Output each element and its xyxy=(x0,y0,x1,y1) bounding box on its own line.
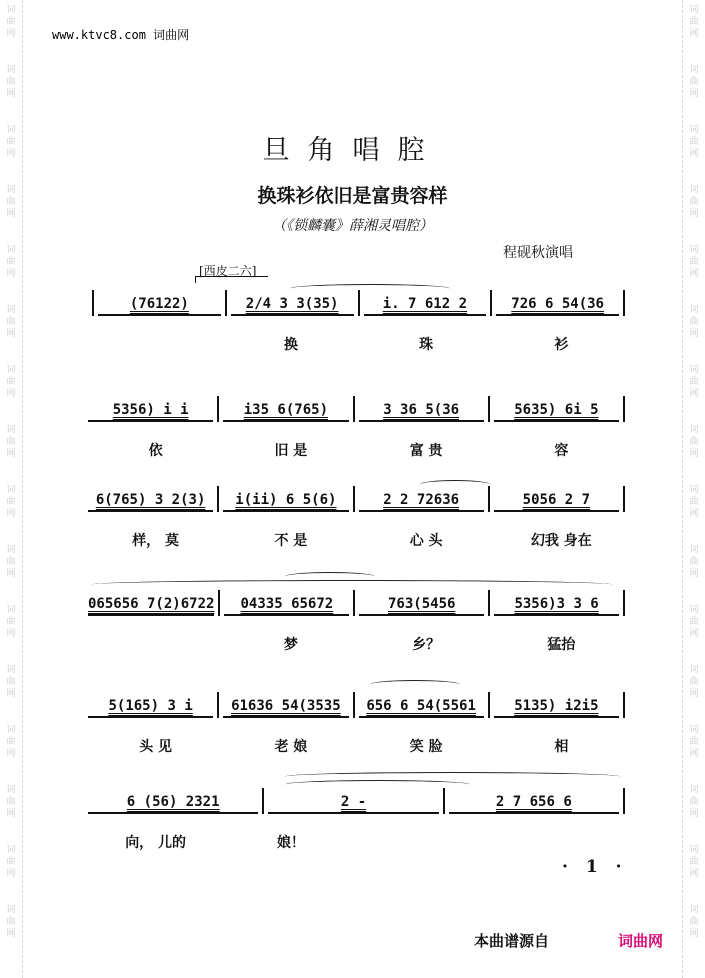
lyric: 笑 脸 xyxy=(409,739,443,755)
lyric: 乡？ xyxy=(412,637,441,653)
measure: 5356) i i xyxy=(88,402,213,422)
watermark-text: 词 曲 网 xyxy=(6,305,16,339)
lyric: 不 是 xyxy=(274,533,308,549)
barline xyxy=(225,290,227,316)
phrase-slur xyxy=(290,284,450,293)
lyrics-line xyxy=(88,530,629,550)
barline xyxy=(623,788,625,814)
phrase-slur xyxy=(285,780,470,789)
phrase-slur xyxy=(92,580,612,589)
watermark-text: 词 曲 网 xyxy=(689,785,699,819)
lyric xyxy=(88,334,223,354)
lyric: 幻我 身在 xyxy=(530,533,592,549)
lyric: 依 xyxy=(148,443,163,459)
lyric: 猛抬 xyxy=(547,637,576,653)
measure: 065656 7(2)6722 xyxy=(88,596,214,616)
watermark-text: 词 曲 网 xyxy=(689,5,699,39)
lyric: 娘！ xyxy=(276,835,305,851)
barline xyxy=(262,788,264,814)
measure: 763(5456 xyxy=(359,596,484,616)
measure: i(ii) 6 5(6) xyxy=(223,492,348,512)
notation-line xyxy=(88,398,629,422)
barline xyxy=(488,396,490,422)
watermark-text: 词 曲 网 xyxy=(6,245,16,279)
page-title: 旦角唱腔 xyxy=(262,135,443,166)
barline xyxy=(353,486,355,512)
watermark-text: 词 曲 网 xyxy=(689,845,699,879)
watermark-text: 词 曲 网 xyxy=(689,305,699,339)
watermark-text: 词 曲 网 xyxy=(689,425,699,459)
watermark-text: 词 曲 网 xyxy=(6,905,16,939)
measure: 656 6 54(5561 xyxy=(359,698,484,718)
barline xyxy=(488,692,490,718)
measure: 5056 2 7 xyxy=(494,492,619,512)
watermark-text: 词 曲 网 xyxy=(689,245,699,279)
lyric xyxy=(359,832,494,852)
notation-line xyxy=(88,292,629,316)
barline xyxy=(623,290,625,316)
lyrics-line xyxy=(88,832,629,852)
lyric xyxy=(88,634,223,654)
watermark-text: 词 曲 网 xyxy=(6,665,16,699)
barline xyxy=(217,486,219,512)
watermark-text: 词 曲 网 xyxy=(689,605,699,639)
lyric: 心 头 xyxy=(409,533,443,549)
lyric: 容 xyxy=(554,443,569,459)
score-row xyxy=(0,592,705,653)
watermark-text: 词 曲 网 xyxy=(6,605,16,639)
measure: 6 (56) 2321 xyxy=(88,794,258,814)
watermark-text: 词 曲 网 xyxy=(689,665,699,699)
watermark-text: 词 曲 网 xyxy=(689,185,699,219)
watermark-text: 词 曲 网 xyxy=(6,185,16,219)
site-header-link[interactable]: www.ktvc8.com 词曲网 xyxy=(52,28,190,42)
watermark-text: 词 曲 网 xyxy=(6,485,16,519)
watermark-text: 词 曲 网 xyxy=(689,905,699,939)
notation-line xyxy=(88,790,629,814)
barline xyxy=(217,396,219,422)
barline xyxy=(623,486,625,512)
notation-line xyxy=(88,592,629,616)
lyrics-line xyxy=(88,736,629,756)
lyric: 头 见 xyxy=(139,739,173,755)
measure: 2 2 72636 xyxy=(359,492,484,512)
measure: 5635) 6i 5 xyxy=(494,402,619,422)
song-title: 换珠衫依旧是富贵容样 xyxy=(257,185,448,207)
measure: 2 - xyxy=(268,794,438,814)
score-row xyxy=(0,790,705,851)
barline xyxy=(353,692,355,718)
lyric: 换 xyxy=(283,337,298,353)
lyrics-line xyxy=(88,440,629,460)
watermark-text: 词 曲 网 xyxy=(6,125,16,159)
measure: (76122) xyxy=(98,296,221,316)
barline xyxy=(490,290,492,316)
lyric: 老 娘 xyxy=(274,739,308,755)
watermark-text: 词 曲 网 xyxy=(6,545,16,579)
barline xyxy=(488,590,490,616)
phrase-slur xyxy=(370,680,460,689)
measure: 3 36 5(36 xyxy=(359,402,484,422)
score-row xyxy=(0,398,705,459)
notation-line xyxy=(88,694,629,718)
measure: 2/4 3 3(35) xyxy=(231,296,354,316)
measure: i35 6(765) xyxy=(223,402,348,422)
footer-brand-link[interactable]: 词曲网 xyxy=(618,932,664,950)
barline xyxy=(353,590,355,616)
score-row xyxy=(0,488,705,549)
barline xyxy=(443,788,445,814)
lyric xyxy=(494,832,629,852)
measure: 5(165) 3 i xyxy=(88,698,213,718)
measure: 2 7 656 6 xyxy=(449,794,619,814)
watermark-text: 词 曲 网 xyxy=(6,365,16,399)
measure: 61636 54(3535 xyxy=(223,698,348,718)
watermark-text: 词 曲 网 xyxy=(6,845,16,879)
barline xyxy=(353,396,355,422)
barline xyxy=(218,590,220,616)
page-number: · 1 · xyxy=(562,857,628,877)
watermark-text: 词 曲 网 xyxy=(6,725,16,759)
barline xyxy=(92,290,94,316)
measure: 6(765) 3 2(3) xyxy=(88,492,213,512)
watermark-text: 词 曲 网 xyxy=(689,365,699,399)
measure: 5356)3 3 6 xyxy=(494,596,619,616)
barline xyxy=(623,590,625,616)
measure: i. 7 612 2 xyxy=(364,296,487,316)
song-source: （《锁麟囊》薛湘灵唱腔） xyxy=(272,218,433,234)
phrase-slur xyxy=(285,572,375,581)
watermark-text: 词 曲 网 xyxy=(6,65,16,99)
lyrics-line xyxy=(88,634,629,654)
notation-line xyxy=(88,488,629,512)
watermark-text: 词 曲 网 xyxy=(6,425,16,459)
lyric: 梦 xyxy=(283,637,298,653)
lyric: 向， 儿的 xyxy=(125,835,187,851)
lyric: 旧 是 xyxy=(274,443,308,459)
watermark-text: 词 曲 网 xyxy=(689,65,699,99)
barline xyxy=(623,396,625,422)
watermark-text: 词 曲 网 xyxy=(6,5,16,39)
lyric: 富 贵 xyxy=(409,443,443,459)
score-row xyxy=(0,292,705,353)
footer-source-text: 本曲谱源自 xyxy=(474,932,550,950)
measure: 5135) i2i5 xyxy=(494,698,619,718)
tune-mode-label: [西皮二六] xyxy=(199,264,257,278)
measure: 726 6 54(36 xyxy=(496,296,619,316)
performer-credit: 程砚秋演唱 xyxy=(503,245,573,261)
watermark-text: 词 曲 网 xyxy=(689,485,699,519)
lyric: 衫 xyxy=(554,337,569,353)
barline xyxy=(488,486,490,512)
lyric: 相 xyxy=(554,739,569,755)
watermark-text: 词 曲 网 xyxy=(689,545,699,579)
measure: 04335 65672 xyxy=(224,596,349,616)
watermark-text: 词 曲 网 xyxy=(6,785,16,819)
lyric: 样， 莫 xyxy=(132,533,180,549)
phrase-slur xyxy=(420,480,490,489)
barline xyxy=(623,692,625,718)
lyric: 珠 xyxy=(419,337,434,353)
lyrics-line xyxy=(88,334,629,354)
barline xyxy=(217,692,219,718)
barline xyxy=(358,290,360,316)
watermark-text: 词 曲 网 xyxy=(689,725,699,759)
watermark-text: 词 曲 网 xyxy=(689,125,699,159)
